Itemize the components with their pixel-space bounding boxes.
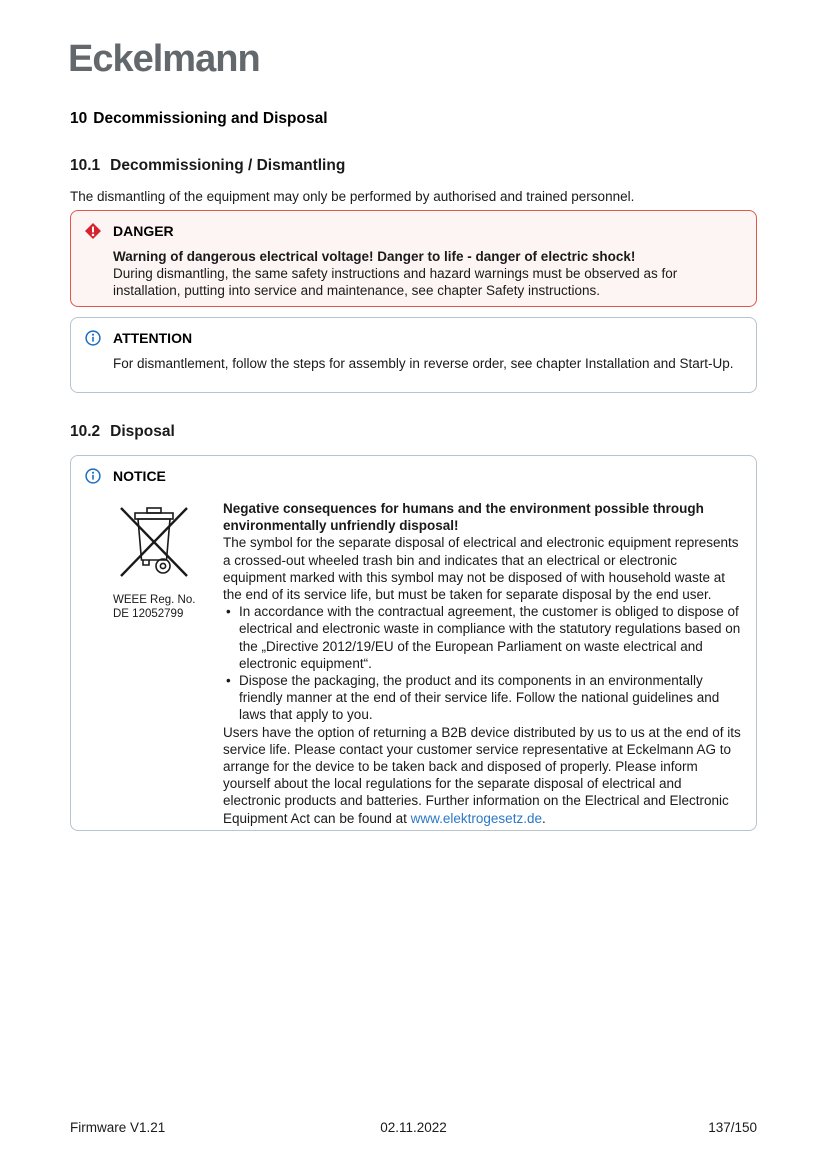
danger-warning-text: During dismantling, the same safety instructions and hazard warnings must be observed as for installation, putting into service and maintenance, see chapter Safety instructions. <box>113 266 678 299</box>
attention-alert-box <box>70 317 757 393</box>
notice-bullet-list <box>223 603 742 723</box>
notice-paragraph-symbol: The symbol for the separate disposal of electrical and electronic equipment represents a crossed-out wheeled trash bin and indicates that an electrical or electronic equipment marked with this symbol may not be disposed of with household waste at the end of its service life, but must be taken for separate disposal by the end user. <box>223 535 739 603</box>
bullet-packaging: • Dispose the packaging, the product and its components in an environmentally friendly manner at the end of their service life. Follow the national guidelines and laws that apply to you. <box>223 672 742 724</box>
section-number: 10.2 <box>70 423 101 440</box>
notice-paragraph-return <box>223 724 742 827</box>
danger-warning-title: Warning of dangerous electrical voltage! Danger to life - danger of electric shock! <box>113 249 636 264</box>
weee-registration-caption <box>113 593 205 621</box>
weee-reg-number: DE 12052799 <box>113 608 184 620</box>
footer-date: 02.11.2022 <box>380 1120 447 1135</box>
section-heading-disposal <box>70 423 175 441</box>
danger-body <box>113 248 742 300</box>
weee-reg-label: WEEE Reg. No. <box>113 594 196 606</box>
chapter-number: 10 <box>70 110 88 127</box>
chapter-title: Decommissioning and Disposal <box>93 110 328 127</box>
return-text-end: . <box>541 810 546 826</box>
page-footer <box>70 1120 757 1135</box>
danger-alert-box <box>70 210 757 307</box>
section-number: 10.1 <box>70 157 101 174</box>
bullet-directive: • In accordance with the contractual agreement, the customer is obliged to dispose of electrical and electronic waste in compliance with the statutory regulations based on the „Directive 2012/19/EU of the European Parliament on waste electrical and electronic equipment“. <box>223 603 742 672</box>
eckelmann-logo: Eckelmann <box>68 38 260 80</box>
attention-body <box>113 355 742 372</box>
info-circle-icon <box>85 468 101 484</box>
notice-alert-header <box>85 468 742 484</box>
info-circle-icon <box>85 330 101 346</box>
section-title: Decommissioning / Dismantling <box>110 157 346 174</box>
footer-page-number: 137/150 <box>708 1120 757 1135</box>
danger-label: DANGER <box>113 223 174 239</box>
return-text: Users have the option of returning a B2B device distributed by us to us at the end of its service life. Please contact your customer service representative at Eckelmann AG to arrange for the device to be taken back and disposed of properly. Please inform yourself about the local regulations for the separate disposal of electrical and electronic products and batteries. Further information on the Electrical and Electronic Equipment Act can be found at <box>223 724 741 826</box>
section-title: Disposal <box>110 423 175 440</box>
notice-title: Negative consequences for humans and the environment possible through environmentally unfriendly disposal! <box>223 501 704 534</box>
attention-label: ATTENTION <box>113 330 193 346</box>
notice-text-column <box>223 500 742 827</box>
notice-alert-box <box>70 455 757 831</box>
crossed-out-wheeled-bin-icon <box>113 569 195 586</box>
section-heading-decommissioning <box>70 157 345 175</box>
notice-content <box>113 500 742 827</box>
notice-label: NOTICE <box>113 468 166 484</box>
danger-diamond-icon <box>85 223 101 239</box>
attention-text: For dismantlement, follow the steps for assembly in reverse order, see chapter Installation and Start-Up. <box>113 356 734 371</box>
chapter-heading <box>70 110 328 128</box>
intro-paragraph: The dismantling of the equipment may only be performed by authorised and trained personnel. <box>70 189 635 204</box>
weee-symbol-column <box>113 500 205 827</box>
footer-firmware-version: Firmware V1.21 <box>70 1120 166 1135</box>
attention-alert-header <box>85 330 742 346</box>
danger-alert-header <box>85 223 742 239</box>
elektrogesetz-link[interactable]: www.elektrogesetz.de <box>410 810 542 826</box>
